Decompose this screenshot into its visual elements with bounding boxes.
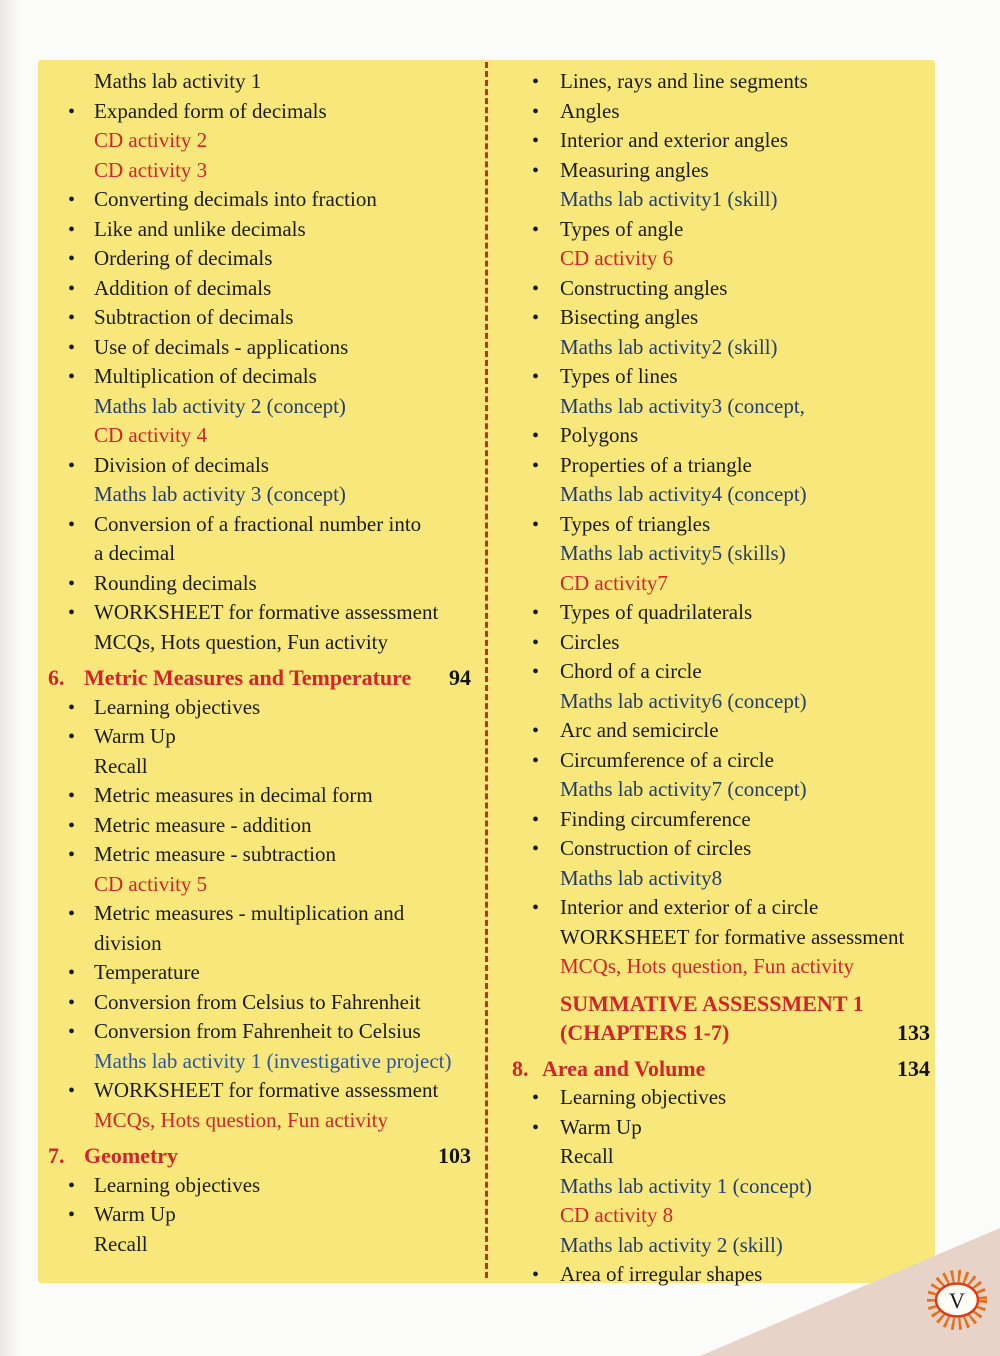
- toc-item: [38, 1106, 485, 1136]
- toc-item: [488, 657, 935, 687]
- toc-item-label: Finding circumference: [560, 806, 751, 831]
- toc-item-label: WORKSHEET for formative assessment: [94, 600, 439, 624]
- toc-item: [488, 569, 935, 599]
- toc-item: [488, 126, 935, 156]
- toc-item-label: Expanded form of decimals: [94, 98, 327, 123]
- toc-item: [488, 1231, 935, 1261]
- bullet-icon: [68, 333, 75, 364]
- toc-item: [38, 421, 485, 451]
- toc-item-label: Like and unlike decimals: [94, 216, 306, 241]
- toc-item: [488, 539, 935, 569]
- toc-item: [488, 67, 935, 97]
- toc-item-label: Warm Up: [560, 1114, 642, 1139]
- toc-item: [38, 752, 485, 782]
- toc-item-label: Ordering of decimals: [94, 246, 273, 270]
- chapter-page-number: 94: [449, 665, 471, 690]
- toc-item: [38, 1076, 485, 1106]
- toc-item-label: MCQs, Hots question, Fun activity: [560, 954, 855, 978]
- bullet-icon: [68, 451, 75, 482]
- toc-item-label: (CHAPTERS 1-7): [560, 1020, 730, 1045]
- bullet-icon: [532, 805, 539, 836]
- toc-section-header: [38, 663, 485, 693]
- bullet-icon: [532, 657, 539, 688]
- toc-item: [488, 362, 935, 392]
- bullet-icon: [68, 988, 75, 1019]
- bullet-icon: [68, 598, 75, 629]
- toc-item-label: Recall: [94, 1231, 148, 1256]
- toc-item: [488, 923, 935, 953]
- toc-item-label: Geometry: [84, 1143, 179, 1168]
- toc-item: [38, 899, 485, 929]
- toc-item-label: Conversion from Fahrenheit to Celsius: [94, 1019, 421, 1043]
- bullet-icon: [532, 1083, 539, 1114]
- toc-item-label: Maths lab activity7 (concept): [560, 777, 807, 801]
- toc-item: [488, 1113, 935, 1143]
- toc-item: [38, 392, 485, 422]
- toc-item: [488, 746, 935, 776]
- bullet-icon: [68, 215, 75, 246]
- bullet-icon: [68, 693, 75, 724]
- toc-item: [38, 988, 485, 1018]
- toc-item-label: Maths lab activity8: [560, 865, 723, 890]
- bullet-icon: [68, 899, 75, 930]
- bullet-icon: [532, 362, 539, 393]
- bullet-icon: [68, 274, 75, 305]
- bullet-icon: [532, 716, 539, 747]
- bullet-icon: [68, 1200, 75, 1231]
- toc-item: [38, 722, 485, 752]
- toc-item-label: WORKSHEET for formative assessment: [94, 1078, 439, 1102]
- toc-item: [38, 781, 485, 811]
- toc-item-label: Subtraction of decimals: [94, 305, 294, 329]
- toc-item: [488, 1172, 935, 1202]
- toc-item: [38, 539, 485, 569]
- toc-item-label: Maths lab activity5 (skills): [560, 541, 786, 565]
- toc-item-label: Chord of a circle: [560, 659, 702, 683]
- toc-item: [38, 958, 485, 988]
- toc-item: [38, 451, 485, 481]
- bullet-icon: [68, 303, 75, 334]
- toc-item: [38, 870, 485, 900]
- toc-item-label: Types of angle: [560, 216, 684, 241]
- toc-item-label: Maths lab activity4 (concept): [560, 482, 807, 506]
- bullet-icon: [68, 958, 75, 989]
- page-number-roman: V: [949, 1288, 965, 1313]
- bullet-icon: [532, 893, 539, 924]
- toc-item: [488, 598, 935, 628]
- toc-item: [38, 67, 485, 97]
- toc-section-header: [38, 1141, 485, 1171]
- toc-item-label: Constructing angles: [560, 275, 728, 300]
- toc-item: [488, 989, 935, 1019]
- toc-item: [488, 1018, 935, 1048]
- toc-item: [488, 480, 935, 510]
- bullet-icon: [532, 834, 539, 865]
- toc-item: [38, 333, 485, 363]
- bullet-icon: [532, 451, 539, 482]
- bullet-icon: [532, 598, 539, 629]
- toc-item-label: Maths lab activity 1 (concept): [560, 1173, 812, 1198]
- toc-item: [38, 362, 485, 392]
- toc-item-label: Maths lab activity6 (concept): [560, 688, 807, 713]
- toc-column-right: [488, 60, 935, 1290]
- toc-item: [38, 274, 485, 304]
- toc-item: [488, 303, 935, 333]
- bullet-icon: [532, 421, 539, 452]
- toc-item: [488, 1201, 935, 1231]
- toc-item: [38, 929, 485, 959]
- toc-item: [38, 811, 485, 841]
- toc-item: [38, 126, 485, 156]
- toc-item-label: Converting decimals into fraction: [94, 187, 377, 211]
- toc-item-label: Metric measure - addition: [94, 812, 312, 837]
- bullet-icon: [532, 67, 539, 98]
- toc-item: [488, 775, 935, 805]
- toc-section-header: [488, 1054, 935, 1084]
- toc-item: [488, 421, 935, 451]
- chapter-page-number: 133: [897, 1020, 930, 1045]
- toc-item-label: Recall: [94, 753, 148, 778]
- toc-item-label: Area and Volume: [542, 1055, 706, 1081]
- toc-item: [488, 1083, 935, 1113]
- toc-item-label: Maths lab activity 2 (skill): [560, 1232, 783, 1257]
- toc-item-label: Construction of circles: [560, 836, 752, 860]
- toc-item-label: Bisecting angles: [560, 305, 699, 329]
- toc-item-label: Interior and exterior of a circle: [560, 895, 819, 919]
- toc-item-label: Warm Up: [94, 1202, 176, 1226]
- toc-item: [488, 1142, 935, 1172]
- bullet-icon: [532, 628, 539, 659]
- chapter-page-number: 134: [897, 1055, 930, 1081]
- toc-item-label: WORKSHEET for formative assessment: [560, 924, 905, 949]
- bullet-icon: [532, 215, 539, 246]
- toc-item-label: Conversion from Celsius to Fahrenheit: [94, 989, 421, 1014]
- toc-item: [488, 451, 935, 481]
- toc-column-left: [38, 60, 485, 1259]
- toc-item: [488, 716, 935, 746]
- toc-item-label: MCQs, Hots question, Fun activity: [94, 1107, 389, 1132]
- toc-item: [38, 1047, 485, 1077]
- toc-item: [38, 1017, 485, 1047]
- toc-item: [488, 244, 935, 274]
- toc-item: [38, 156, 485, 186]
- bullet-icon: [532, 97, 539, 128]
- toc-item: [488, 805, 935, 835]
- toc-item-label: Metric measures - multiplication and: [94, 901, 405, 925]
- section-number: 7.: [48, 1143, 65, 1168]
- bullet-icon: [68, 722, 75, 753]
- bullet-icon: [532, 274, 539, 305]
- toc-item: [38, 185, 485, 215]
- toc-item-label: Warm Up: [94, 724, 176, 748]
- toc-item: [488, 864, 935, 894]
- bullet-icon: [68, 185, 75, 216]
- toc-item: [38, 244, 485, 274]
- toc-item-label: CD activity 3: [94, 157, 208, 182]
- toc-item-label: Angles: [560, 98, 620, 123]
- toc-item: [38, 1171, 485, 1201]
- toc-item-label: a decimal: [94, 541, 176, 565]
- toc-item-label: Metric measures in decimal form: [94, 783, 373, 807]
- bullet-icon: [532, 510, 539, 541]
- toc-item-label: Temperature: [94, 960, 200, 984]
- section-number: 6.: [48, 665, 65, 690]
- toc-item: [38, 215, 485, 245]
- toc-item: [488, 687, 935, 717]
- toc-item: [38, 628, 485, 658]
- toc-item-label: Types of triangles: [560, 511, 711, 536]
- toc-item: [488, 893, 935, 923]
- toc-item: [488, 510, 935, 540]
- toc-item: [488, 274, 935, 304]
- toc-item: [488, 952, 935, 982]
- bullet-icon: [68, 840, 75, 871]
- toc-item: [488, 834, 935, 864]
- toc-item-label: CD activity7: [560, 570, 668, 595]
- toc-item-label: Maths lab activity2 (skill): [560, 334, 778, 359]
- toc-item-label: Types of lines: [560, 364, 678, 388]
- toc-item-label: Area of irregular shapes: [560, 1262, 763, 1286]
- toc-item-label: Measuring angles: [560, 157, 709, 182]
- chapter-page-number: 103: [438, 1143, 471, 1168]
- toc-item-label: SUMMATIVE ASSESSMENT 1: [560, 990, 864, 1016]
- toc-item-label: CD activity 4: [94, 423, 208, 447]
- toc-item-label: Metric Measures and Temperature: [84, 665, 412, 690]
- toc-item: [38, 510, 485, 540]
- toc-item-label: division: [94, 930, 162, 955]
- toc-item-label: Metric measure - subtraction: [94, 842, 336, 866]
- toc-item-label: CD activity 2: [94, 128, 208, 152]
- toc-item: [488, 628, 935, 658]
- toc-item-label: CD activity 6: [560, 246, 674, 270]
- bullet-icon: [68, 244, 75, 275]
- bullet-icon: [532, 303, 539, 334]
- toc-item-label: Conversion of a fractional number into: [94, 511, 422, 536]
- bullet-icon: [532, 156, 539, 187]
- toc-item-label: Recall: [560, 1144, 614, 1168]
- toc-item-label: Maths lab activity 3 (concept): [94, 482, 346, 506]
- toc-item: [38, 480, 485, 510]
- toc-item-label: Properties of a triangle: [560, 452, 752, 477]
- bullet-icon: [532, 1260, 539, 1291]
- bullet-icon: [68, 1076, 75, 1107]
- toc-item-label: Circles: [560, 629, 620, 654]
- toc-item: [38, 693, 485, 723]
- toc-item-label: Maths lab activity3 (concept,: [560, 393, 805, 418]
- toc-item-label: Interior and exterior angles: [560, 128, 788, 152]
- toc-item-label: Maths lab activity 1 (investigative project): [94, 1048, 452, 1073]
- toc-item-label: Circumference of a circle: [560, 747, 774, 772]
- toc-item-label: CD activity 5: [94, 871, 208, 896]
- toc-item-label: Lines, rays and line segments: [560, 69, 808, 93]
- page-number-badge: [925, 1268, 989, 1332]
- toc-item-label: Learning objectives: [560, 1085, 727, 1109]
- toc-item: [488, 392, 935, 422]
- toc-item-label: MCQs, Hots question, Fun activity: [94, 629, 389, 654]
- toc-item-label: Polygons: [560, 423, 639, 447]
- toc-item: [38, 1200, 485, 1230]
- bullet-icon: [532, 746, 539, 777]
- toc-item-label: Arc and semicircle: [560, 718, 719, 742]
- bullet-icon: [68, 781, 75, 812]
- toc-item: [38, 97, 485, 127]
- bullet-icon: [68, 97, 75, 128]
- toc-sheet: [38, 60, 935, 1286]
- toc-item-label: Maths lab activity 2 (concept): [94, 393, 346, 418]
- toc-item: [488, 185, 935, 215]
- bullet-icon: [532, 1113, 539, 1144]
- bullet-icon: [532, 126, 539, 157]
- toc-item-label: Division of decimals: [94, 452, 269, 477]
- bullet-icon: [68, 1017, 75, 1048]
- toc-item: [488, 97, 935, 127]
- toc-item-label: Use of decimals - applications: [94, 334, 349, 359]
- toc-item: [38, 303, 485, 333]
- toc-item: [488, 333, 935, 363]
- toc-item-label: Learning objectives: [94, 1172, 261, 1197]
- section-number: 8.: [512, 1055, 529, 1081]
- bullet-icon: [68, 362, 75, 393]
- toc-item-label: Rounding decimals: [94, 570, 257, 595]
- bullet-icon: [68, 1171, 75, 1202]
- toc-item-label: Types of quadrilaterals: [560, 600, 753, 624]
- toc-item-label: CD activity 8: [560, 1203, 674, 1227]
- bullet-icon: [68, 510, 75, 541]
- toc-item-label: Maths lab activity1 (skill): [560, 187, 778, 211]
- bullet-icon: [68, 569, 75, 600]
- toc-item: [488, 156, 935, 186]
- toc-item: [38, 1230, 485, 1260]
- toc-item: [38, 598, 485, 628]
- toc-item: [38, 840, 485, 870]
- toc-item-label: Maths lab activity 1: [94, 69, 262, 93]
- toc-item: [488, 215, 935, 245]
- toc-item-label: Learning objectives: [94, 694, 261, 719]
- toc-item-label: Multiplication of decimals: [94, 364, 317, 388]
- bullet-icon: [68, 811, 75, 842]
- toc-item-label: Addition of decimals: [94, 275, 272, 300]
- toc-item: [38, 569, 485, 599]
